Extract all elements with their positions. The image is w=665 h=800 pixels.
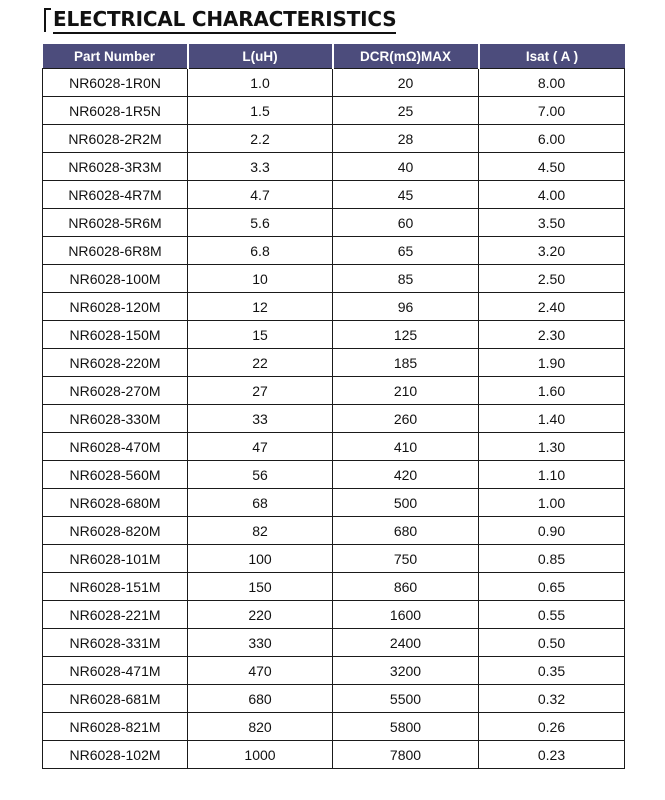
table-row bbox=[43, 461, 625, 489]
cell-inductance: 2.2 bbox=[188, 125, 333, 153]
cell-isat: 2.50 bbox=[479, 265, 625, 293]
section-title-text: ELECTRICAL CHARACTERISTICS bbox=[53, 7, 396, 34]
table-row bbox=[43, 685, 625, 713]
cell-isat: 8.00 bbox=[479, 69, 625, 97]
cell-dcr-max: 60 bbox=[333, 209, 479, 237]
cell-isat: 0.90 bbox=[479, 517, 625, 545]
table-row bbox=[43, 265, 625, 293]
cell-isat: 4.00 bbox=[479, 181, 625, 209]
cell-part-number: NR6028-1R0N bbox=[43, 69, 188, 97]
table-row bbox=[43, 741, 625, 769]
electrical-characteristics-table bbox=[42, 44, 625, 769]
table-row bbox=[43, 125, 625, 153]
cell-dcr-max: 96 bbox=[333, 293, 479, 321]
cell-isat: 6.00 bbox=[479, 125, 625, 153]
cell-part-number: NR6028-6R8M bbox=[43, 237, 188, 265]
cell-isat: 0.55 bbox=[479, 601, 625, 629]
cell-inductance: 82 bbox=[188, 517, 333, 545]
cell-dcr-max: 5500 bbox=[333, 685, 479, 713]
cell-dcr-max: 45 bbox=[333, 181, 479, 209]
cell-inductance: 56 bbox=[188, 461, 333, 489]
table-row bbox=[43, 433, 625, 461]
cell-part-number: NR6028-2R2M bbox=[43, 125, 188, 153]
table-row bbox=[43, 321, 625, 349]
cell-inductance: 220 bbox=[188, 601, 333, 629]
cell-inductance: 100 bbox=[188, 545, 333, 573]
cell-isat: 1.90 bbox=[479, 349, 625, 377]
table-body bbox=[43, 69, 625, 769]
cell-inductance: 330 bbox=[188, 629, 333, 657]
cell-dcr-max: 410 bbox=[333, 433, 479, 461]
cell-dcr-max: 65 bbox=[333, 237, 479, 265]
table-row bbox=[43, 489, 625, 517]
cell-part-number: NR6028-120M bbox=[43, 293, 188, 321]
table-row bbox=[43, 153, 625, 181]
cell-isat: 0.32 bbox=[479, 685, 625, 713]
cell-dcr-max: 125 bbox=[333, 321, 479, 349]
cell-part-number: NR6028-100M bbox=[43, 265, 188, 293]
header-dcr-max: DCR(mΩ)MAX bbox=[333, 44, 479, 69]
title-bracket-decoration bbox=[44, 8, 51, 32]
cell-part-number: NR6028-220M bbox=[43, 349, 188, 377]
cell-inductance: 470 bbox=[188, 657, 333, 685]
cell-inductance: 5.6 bbox=[188, 209, 333, 237]
cell-inductance: 1000 bbox=[188, 741, 333, 769]
cell-dcr-max: 750 bbox=[333, 545, 479, 573]
cell-part-number: NR6028-821M bbox=[43, 713, 188, 741]
table-row bbox=[43, 629, 625, 657]
cell-dcr-max: 7800 bbox=[333, 741, 479, 769]
cell-dcr-max: 3200 bbox=[333, 657, 479, 685]
cell-inductance: 4.7 bbox=[188, 181, 333, 209]
cell-part-number: NR6028-1R5N bbox=[43, 97, 188, 125]
cell-isat: 3.50 bbox=[479, 209, 625, 237]
cell-isat: 3.20 bbox=[479, 237, 625, 265]
cell-isat: 0.23 bbox=[479, 741, 625, 769]
cell-dcr-max: 25 bbox=[333, 97, 479, 125]
cell-inductance: 1.5 bbox=[188, 97, 333, 125]
cell-part-number: NR6028-150M bbox=[43, 321, 188, 349]
cell-dcr-max: 40 bbox=[333, 153, 479, 181]
cell-inductance: 15 bbox=[188, 321, 333, 349]
cell-dcr-max: 420 bbox=[333, 461, 479, 489]
cell-isat: 7.00 bbox=[479, 97, 625, 125]
table-row bbox=[43, 405, 625, 433]
header-part-number: Part Number bbox=[43, 44, 188, 69]
cell-inductance: 10 bbox=[188, 265, 333, 293]
cell-part-number: NR6028-560M bbox=[43, 461, 188, 489]
table-row bbox=[43, 377, 625, 405]
table-row bbox=[43, 69, 625, 97]
cell-part-number: NR6028-3R3M bbox=[43, 153, 188, 181]
table-row bbox=[43, 237, 625, 265]
cell-isat: 1.30 bbox=[479, 433, 625, 461]
cell-isat: 0.35 bbox=[479, 657, 625, 685]
table-row bbox=[43, 573, 625, 601]
cell-inductance: 3.3 bbox=[188, 153, 333, 181]
cell-isat: 1.60 bbox=[479, 377, 625, 405]
header-isat: Isat ( A ) bbox=[479, 44, 625, 69]
cell-dcr-max: 500 bbox=[333, 489, 479, 517]
table-row bbox=[43, 97, 625, 125]
cell-part-number: NR6028-471M bbox=[43, 657, 188, 685]
cell-inductance: 150 bbox=[188, 573, 333, 601]
cell-inductance: 22 bbox=[188, 349, 333, 377]
table-row bbox=[43, 209, 625, 237]
cell-isat: 2.40 bbox=[479, 293, 625, 321]
cell-inductance: 1.0 bbox=[188, 69, 333, 97]
cell-dcr-max: 85 bbox=[333, 265, 479, 293]
table-row bbox=[43, 713, 625, 741]
cell-dcr-max: 2400 bbox=[333, 629, 479, 657]
cell-part-number: NR6028-270M bbox=[43, 377, 188, 405]
section-title bbox=[44, 4, 396, 34]
cell-isat: 1.00 bbox=[479, 489, 625, 517]
cell-inductance: 6.8 bbox=[188, 237, 333, 265]
table-row bbox=[43, 601, 625, 629]
cell-part-number: NR6028-5R6M bbox=[43, 209, 188, 237]
cell-inductance: 68 bbox=[188, 489, 333, 517]
cell-part-number: NR6028-680M bbox=[43, 489, 188, 517]
table-header bbox=[43, 44, 625, 69]
cell-dcr-max: 185 bbox=[333, 349, 479, 377]
cell-part-number: NR6028-470M bbox=[43, 433, 188, 461]
cell-inductance: 680 bbox=[188, 685, 333, 713]
table-header-row bbox=[43, 44, 625, 69]
cell-inductance: 27 bbox=[188, 377, 333, 405]
cell-isat: 0.50 bbox=[479, 629, 625, 657]
cell-dcr-max: 860 bbox=[333, 573, 479, 601]
table-row bbox=[43, 545, 625, 573]
cell-dcr-max: 680 bbox=[333, 517, 479, 545]
cell-part-number: NR6028-820M bbox=[43, 517, 188, 545]
cell-isat: 0.65 bbox=[479, 573, 625, 601]
table-row bbox=[43, 181, 625, 209]
table-row bbox=[43, 657, 625, 685]
cell-isat: 2.30 bbox=[479, 321, 625, 349]
cell-isat: 0.85 bbox=[479, 545, 625, 573]
cell-isat: 1.10 bbox=[479, 461, 625, 489]
cell-isat: 0.26 bbox=[479, 713, 625, 741]
cell-inductance: 47 bbox=[188, 433, 333, 461]
table-row bbox=[43, 517, 625, 545]
cell-dcr-max: 260 bbox=[333, 405, 479, 433]
cell-dcr-max: 210 bbox=[333, 377, 479, 405]
cell-dcr-max: 28 bbox=[333, 125, 479, 153]
cell-dcr-max: 20 bbox=[333, 69, 479, 97]
table-row bbox=[43, 293, 625, 321]
cell-part-number: NR6028-151M bbox=[43, 573, 188, 601]
cell-dcr-max: 5800 bbox=[333, 713, 479, 741]
cell-isat: 4.50 bbox=[479, 153, 625, 181]
cell-inductance: 820 bbox=[188, 713, 333, 741]
table-row bbox=[43, 349, 625, 377]
header-inductance: L(uH) bbox=[188, 44, 333, 69]
cell-part-number: NR6028-102M bbox=[43, 741, 188, 769]
cell-inductance: 33 bbox=[188, 405, 333, 433]
cell-part-number: NR6028-221M bbox=[43, 601, 188, 629]
cell-inductance: 12 bbox=[188, 293, 333, 321]
cell-isat: 1.40 bbox=[479, 405, 625, 433]
cell-part-number: NR6028-330M bbox=[43, 405, 188, 433]
cell-part-number: NR6028-101M bbox=[43, 545, 188, 573]
cell-part-number: NR6028-681M bbox=[43, 685, 188, 713]
cell-part-number: NR6028-4R7M bbox=[43, 181, 188, 209]
cell-part-number: NR6028-331M bbox=[43, 629, 188, 657]
cell-dcr-max: 1600 bbox=[333, 601, 479, 629]
